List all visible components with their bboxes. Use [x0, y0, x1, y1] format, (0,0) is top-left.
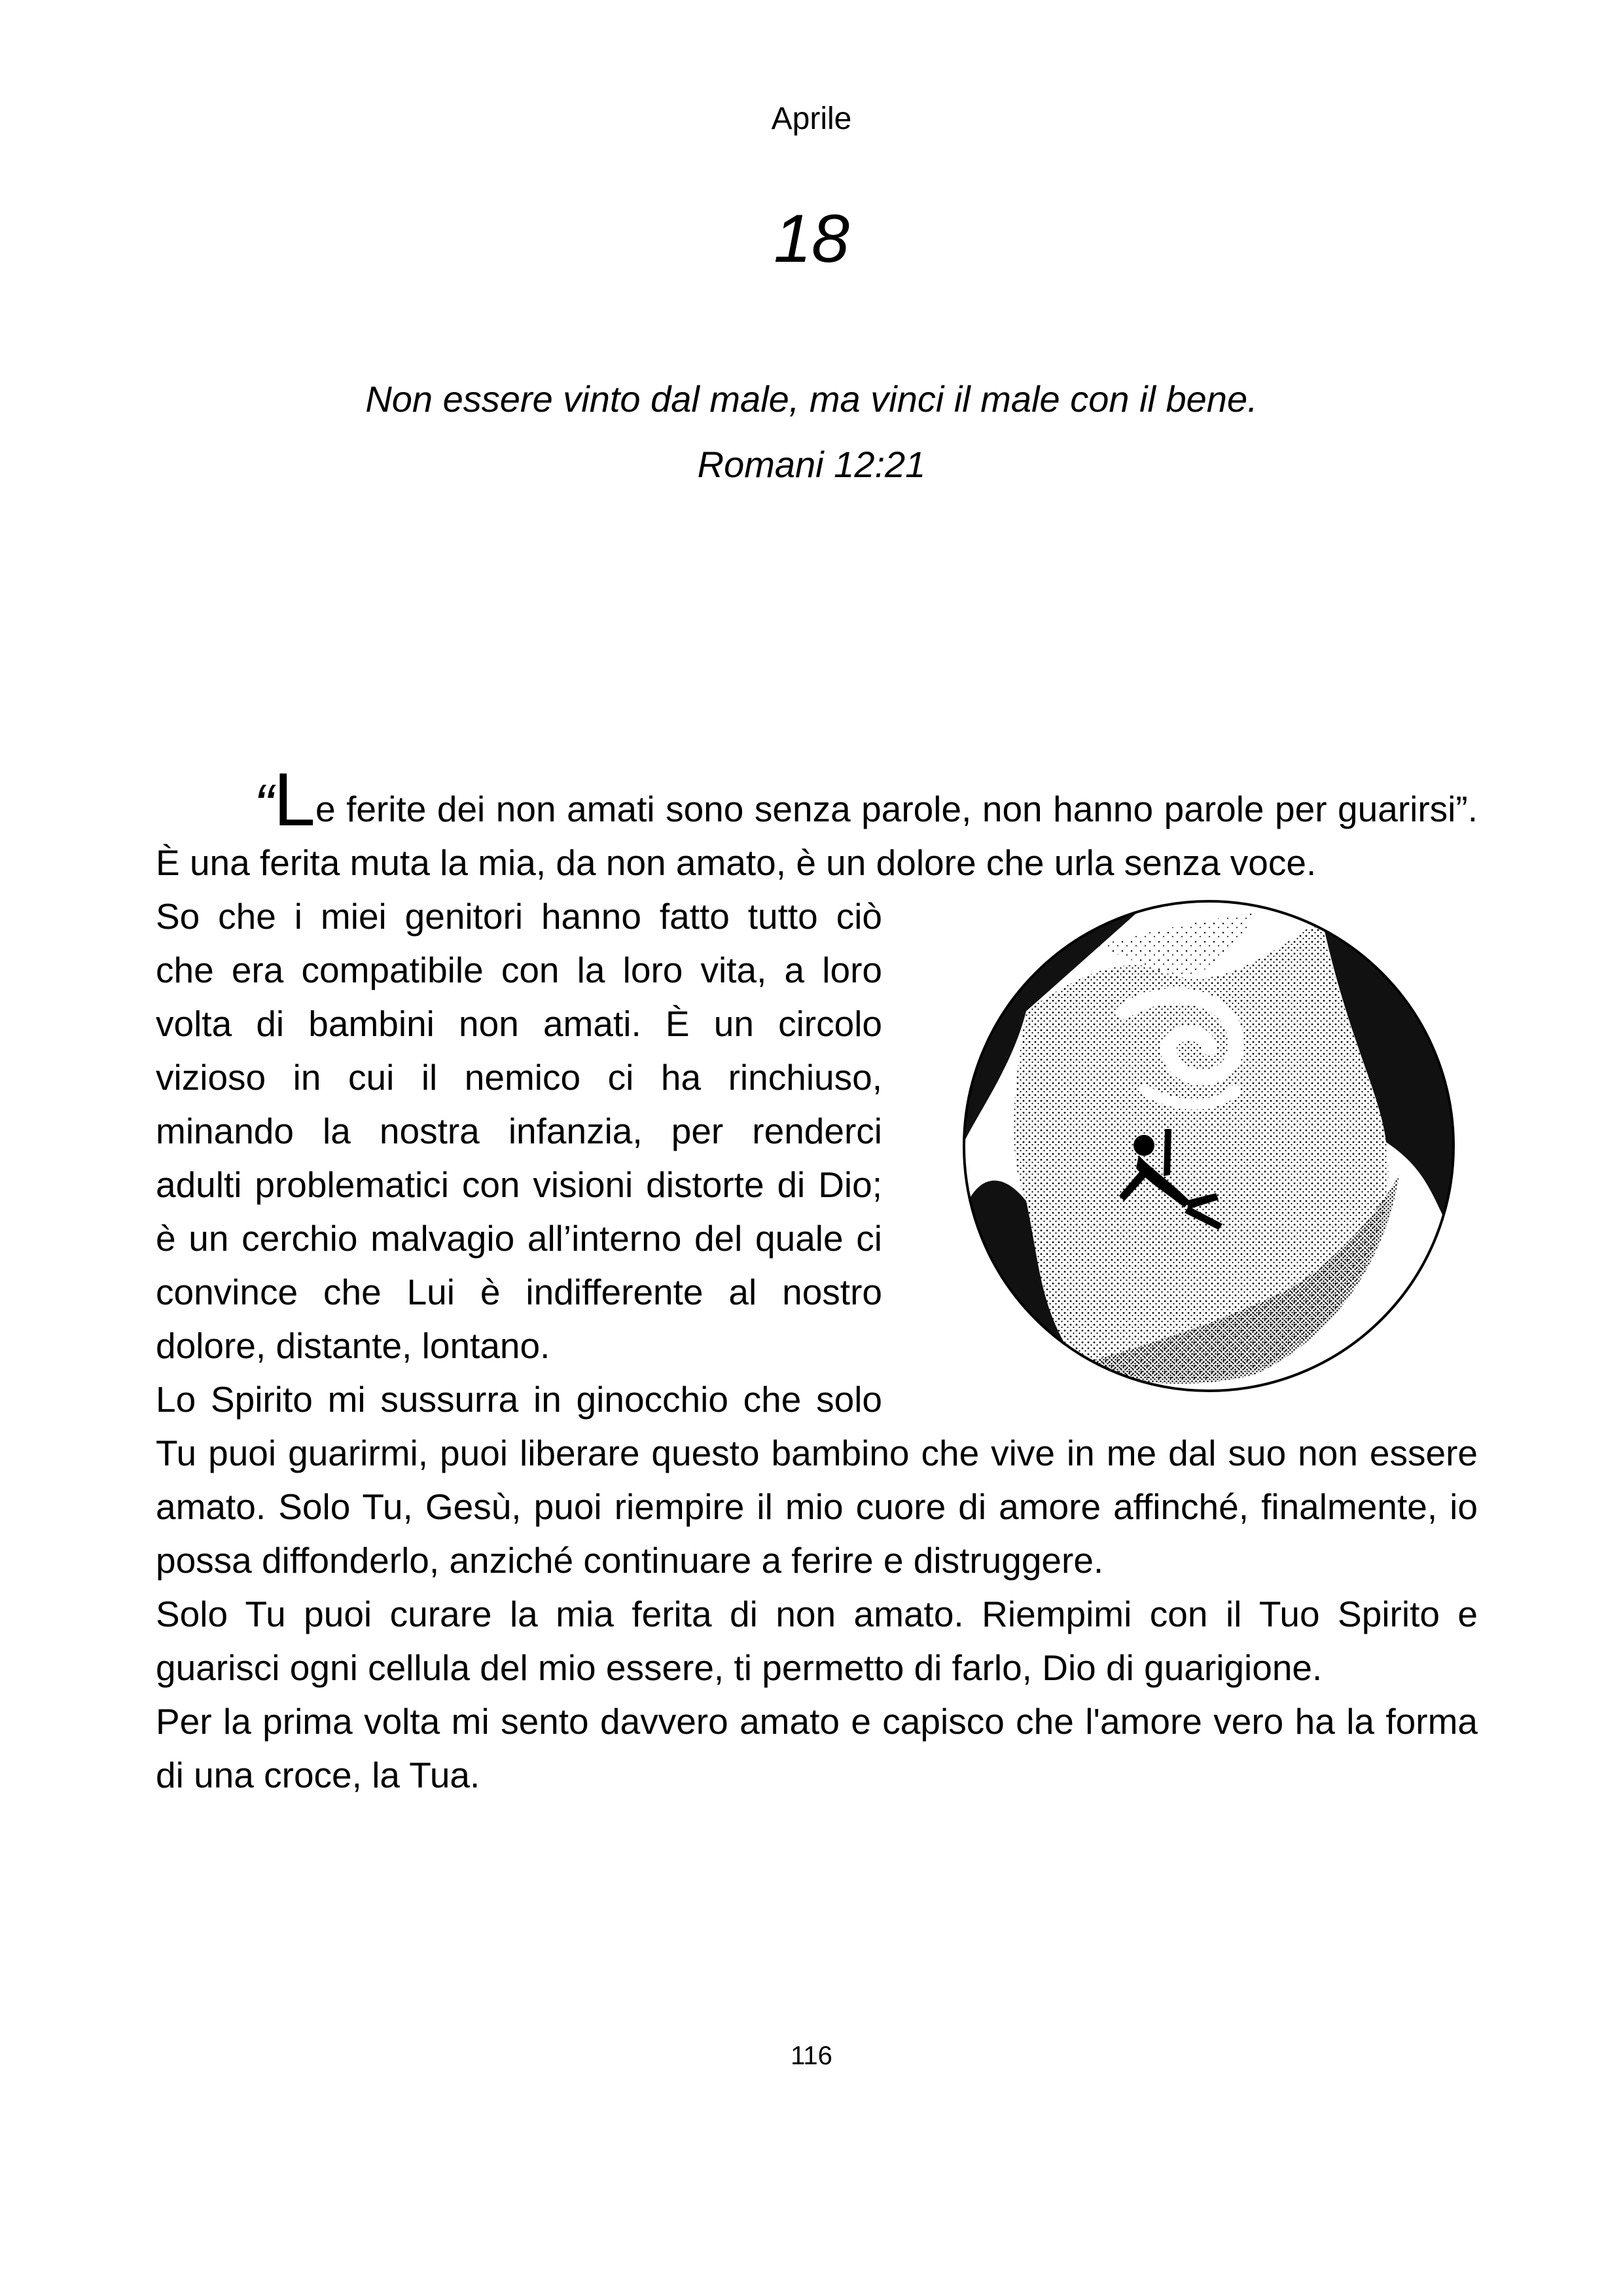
globe-illustration — [928, 893, 1478, 1395]
paragraph-1-text: e ferite dei non amati sono senza parole, non hanno parole per guarirsi”. È una ferita muta la mia, da non amato, è un dolore che urla senza voce. — [156, 789, 1478, 883]
paragraph-1 — [156, 758, 1478, 889]
page-number: 116 — [791, 2041, 832, 2070]
verse-reference: Romani 12:21 — [697, 444, 926, 485]
paragraph-3: Lo Spirito mi sussurra in ginocchio che solo Tu puoi guarirmi, puoi liberare questo bambino che vive in me dal suo non essere amato. Solo Tu, Gesù, puoi riempire il mio cuore di amore affinché, finalmente, io possa diffonderlo, anziché continuare a ferire e distruggere. — [156, 1379, 1478, 1581]
devotional-text — [156, 758, 1478, 1802]
verse-text: Non essere vinto dal male, ma vinci il male con il bene. — [365, 378, 1258, 420]
day-number: 18 — [774, 201, 849, 277]
globe-falling-figure-icon — [928, 893, 1478, 1395]
month-title: Aprile — [771, 101, 852, 136]
paragraph-5: Per la prima volta mi sento davvero amato e capisco che l'amore vero ha la forma di una croce, la Tua. — [156, 1701, 1478, 1795]
paragraph-4: Solo Tu puoi curare la mia ferita di non amato. Riempimi con il Tuo Spirito e guarisci ogni cellula del mio essere, ti permetto di farlo, Dio di guarigione. — [156, 1594, 1478, 1688]
dropcap-letter: L — [273, 758, 315, 842]
open-quote: “ — [254, 773, 274, 838]
paragraph-2: So che i miei genitori hanno fatto tutto ciò che era compatibile con la loro vita, a loro volta di bambini non amati. È un circolo vizioso in cui il nemico ci ha rinchiuso, minando la nostra infanzia, per renderci adulti problematici con visioni distorte di Dio; è un cerchio malvagio all’interno del quale ci convince che Lui è indifferente al nostro dolore, distante, lontano. — [156, 896, 882, 1366]
bible-verse — [0, 367, 1623, 497]
